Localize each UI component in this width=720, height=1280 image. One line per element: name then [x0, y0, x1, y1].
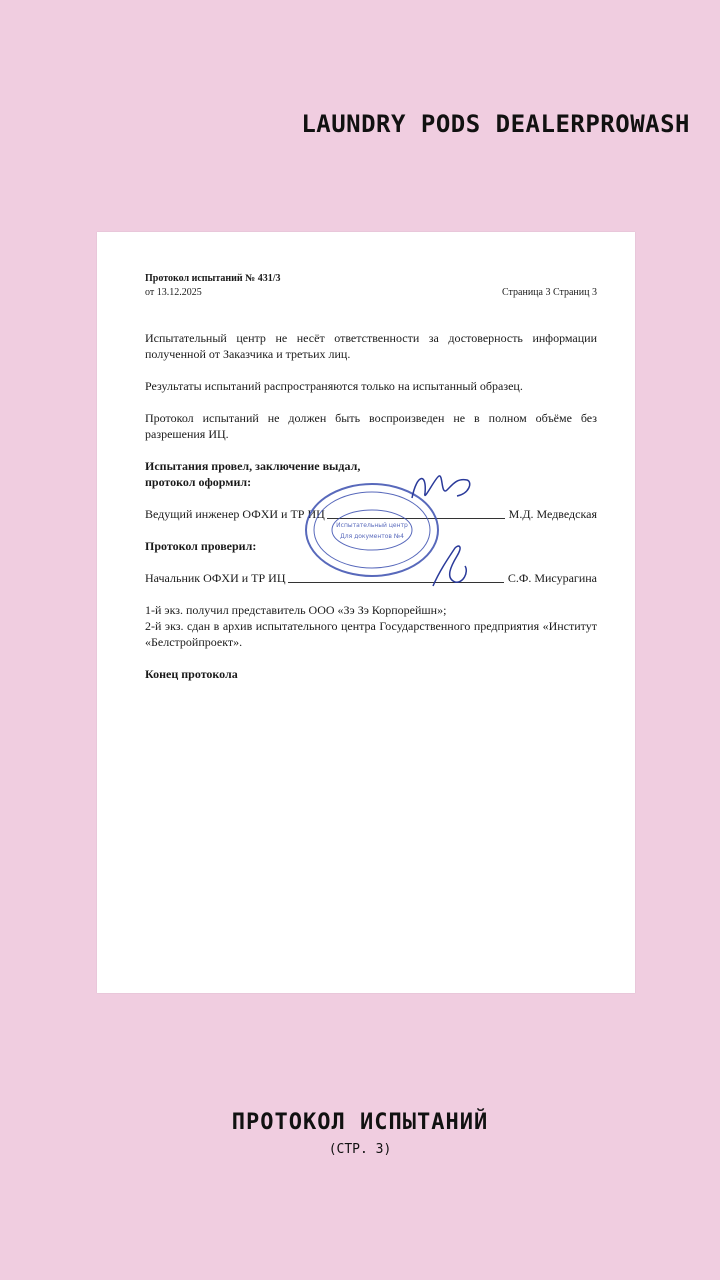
- signature-head-icon: [425, 542, 475, 590]
- signer-role: Начальник ОФХИ и ТР ИЦ: [145, 571, 286, 585]
- section-checked-by: Протокол проверил:: [145, 539, 257, 553]
- paragraph-reproduction: Протокол испытаний не должен быть воспроизведен не в полном объёме без разрешения ИЦ.: [145, 411, 597, 441]
- signer-role: Ведущий инженер ОФХИ и ТР ИЦ: [145, 507, 325, 521]
- section-tested-by-line1: Испытания провел, заключение выдал,: [145, 459, 361, 473]
- document-header: [145, 272, 597, 300]
- protocol-title: Протокол испытаний № 431/3: [145, 273, 281, 284]
- signer-name: М.Д. Медведская: [508, 507, 597, 521]
- end-of-protocol: Конец протокола: [145, 667, 238, 681]
- brand-title: LAUNDRY PODS DEALERPROWASH: [301, 110, 690, 138]
- svg-text:Для документов №4: Для документов №4: [340, 533, 404, 540]
- document-page: [97, 232, 635, 993]
- copy-note-2: 2-й экз. сдан в архив испытательного центра Государственного предприятия «Институт «Белстройпроект».: [145, 619, 597, 649]
- svg-text:Испытательный центр: Испытательный центр: [336, 522, 408, 529]
- footer-title: ПРОТОКОЛ ИСПЫТАНИЙ: [231, 1110, 489, 1135]
- signer-name: С.Ф. Мисурагина: [507, 571, 597, 585]
- paragraph-liability: Испытательный центр не несёт ответственности за достоверность информации полученной от Заказчика и третьих лиц.: [145, 331, 597, 361]
- document-body: [145, 272, 597, 682]
- paragraph-scope: Результаты испытаний распространяются только на испытанный образец.: [145, 379, 523, 393]
- footer-subtitle: (СТР. 3): [328, 1142, 392, 1157]
- copy-note-1: 1-й экз. получил представитель ООО «Зэ Зэ Корпорейшн»;: [145, 603, 447, 617]
- protocol-date: от 13.12.2025: [145, 287, 202, 298]
- signature-engineer-icon: [407, 468, 477, 508]
- section-tested-by-line2: протокол оформил:: [145, 475, 252, 489]
- page-counter: Страница 3 Страниц 3: [502, 287, 597, 298]
